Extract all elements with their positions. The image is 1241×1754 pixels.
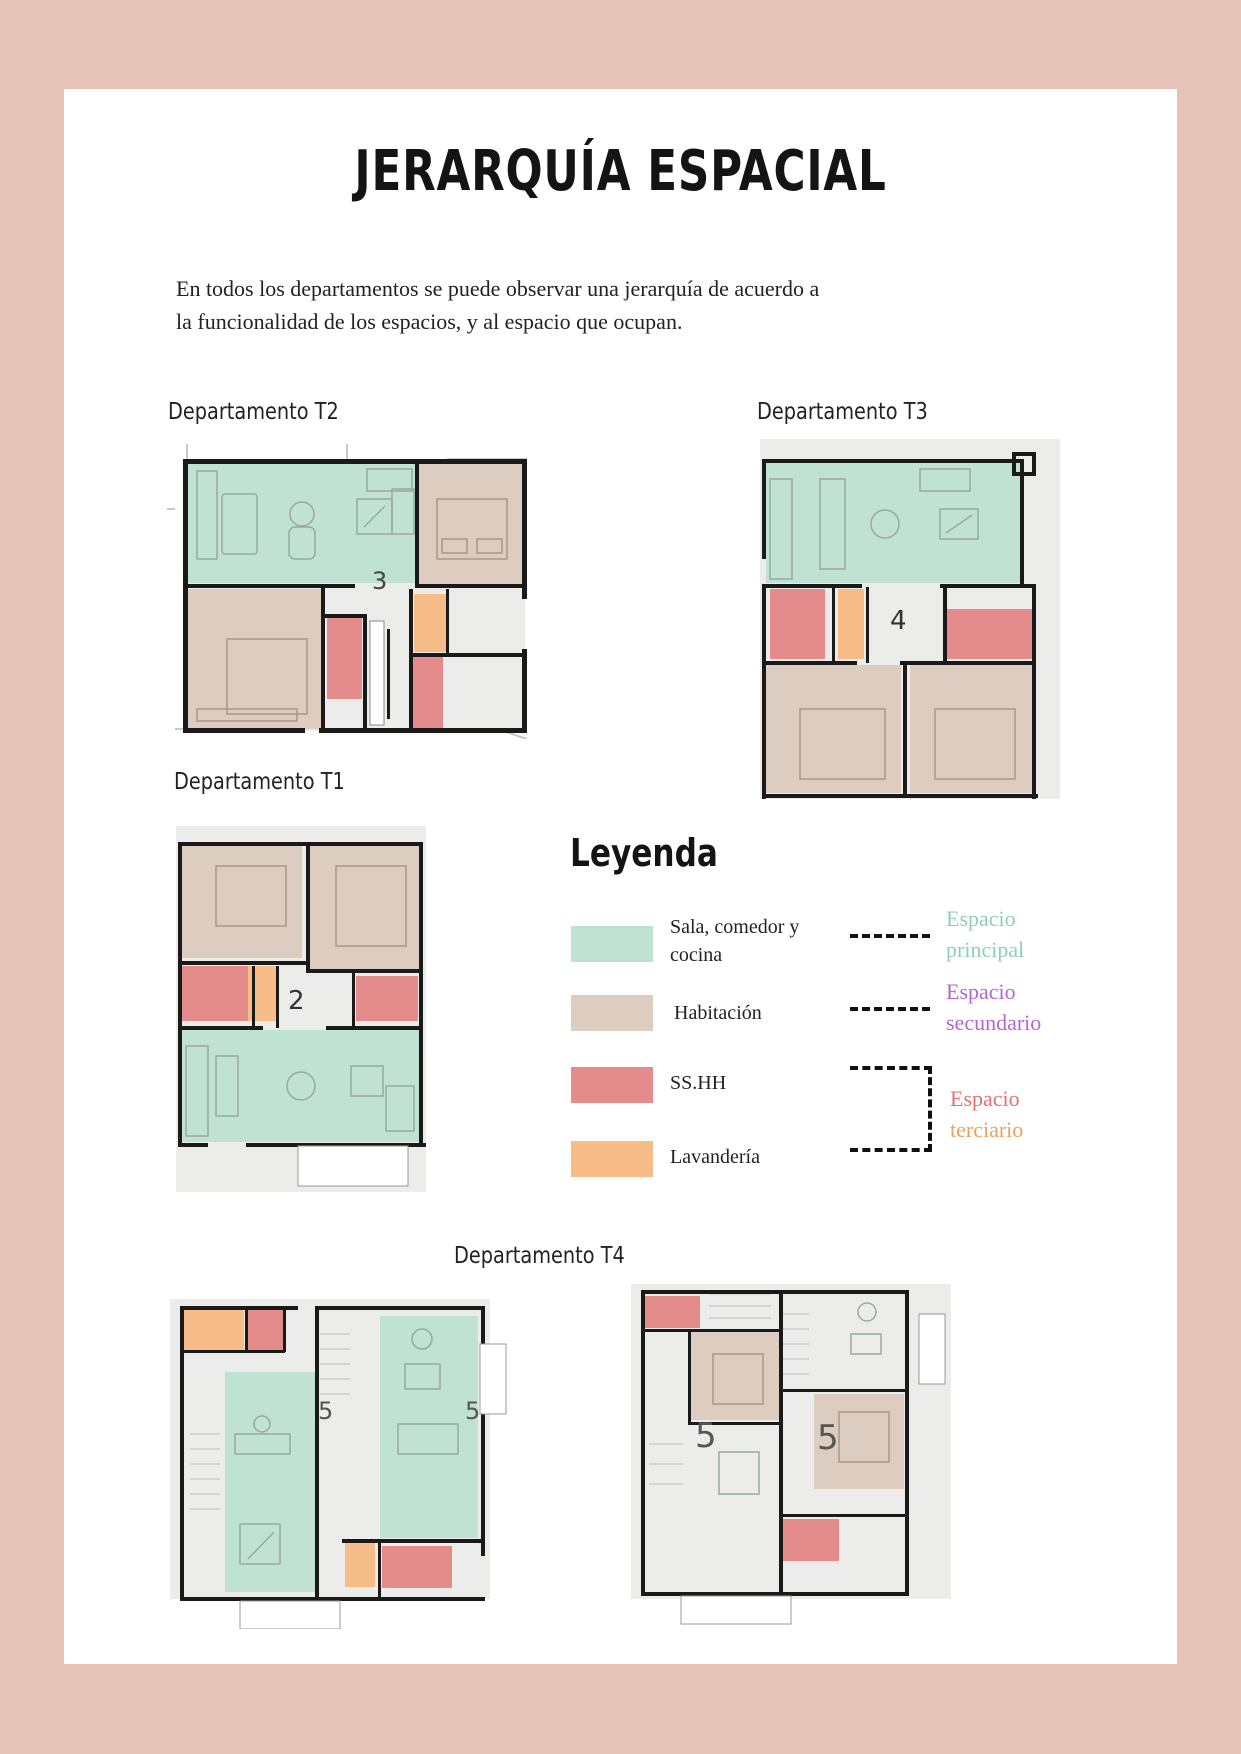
space-label-secundario: Espacio secundario	[946, 979, 1042, 1035]
caption-t1: Departamento T1	[174, 769, 345, 795]
legend-title: Leyenda	[570, 831, 718, 875]
floorplan-t1	[176, 826, 466, 1196]
legend-label-lavanderia: Lavandería	[670, 1146, 760, 1168]
space-label-terciario: Espacio terciario	[950, 1086, 1024, 1142]
page-title: JERARQUÍA ESPACIAL	[354, 139, 887, 204]
floorplan-t4-left	[170, 1284, 560, 1629]
t3-unit-number: 4	[890, 606, 907, 636]
floorplan-t3	[760, 439, 1070, 809]
dash-principal	[850, 934, 930, 938]
dash-terciario-bracket	[928, 1066, 932, 1152]
intro-paragraph	[176, 272, 1016, 338]
t4-right-unit-number-b: 5	[817, 1418, 839, 1458]
caption-t4: Departamento T4	[454, 1243, 625, 1269]
t4-right-unit-number-a: 5	[695, 1416, 717, 1456]
legend-swatch-sala	[571, 926, 653, 962]
caption-t2: Departamento T2	[168, 399, 339, 425]
legend-label-sala: Sala, comedor y cocina	[670, 916, 800, 966]
caption-t3: Departamento T3	[757, 399, 928, 425]
space-label-principal: Espacio principal	[946, 906, 1025, 962]
t4-left-unit-number-a: 5	[318, 1397, 334, 1425]
sheet	[64, 89, 1177, 1664]
legend-label-habitacion: Habitación	[674, 1002, 762, 1024]
dash-terciario-bottom	[850, 1148, 932, 1152]
floorplan-t4-right	[631, 1284, 991, 1629]
floorplan-t2	[167, 439, 667, 739]
legend-swatch-sshh	[571, 1067, 653, 1103]
intro-line-1: En todos los departamentos se puede observar una jerarquía de acuerdo a	[176, 276, 820, 301]
legend-swatch-habitacion	[571, 995, 653, 1031]
t1-unit-number: 2	[288, 986, 305, 1016]
t4-left-unit-number-b: 5	[465, 1397, 481, 1425]
legend-label-sshh: SS.HH	[670, 1072, 727, 1094]
intro-line-2: la funcionalidad de los espacios, y al espacio que ocupan.	[176, 309, 683, 334]
legend-swatch-lavanderia	[571, 1141, 653, 1177]
dash-terciario-top	[850, 1066, 932, 1070]
t2-unit-number: 3	[372, 567, 388, 595]
dash-secundario	[850, 1007, 930, 1011]
